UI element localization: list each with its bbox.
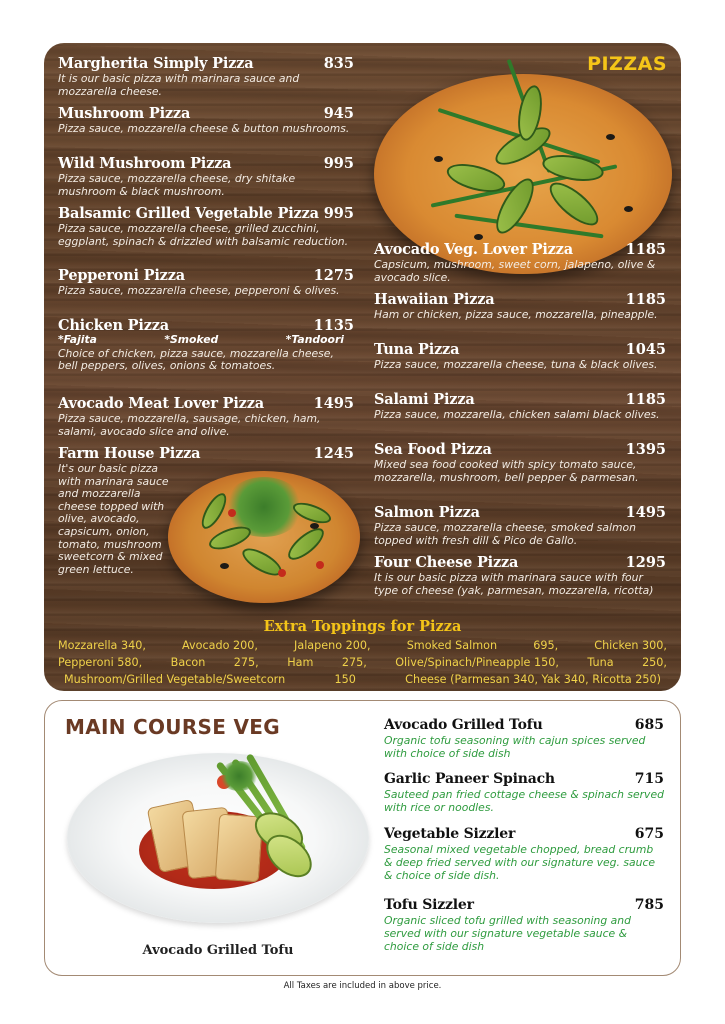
menu-item-margherita xyxy=(58,55,354,98)
item-price: 1245 xyxy=(313,445,354,462)
item-name: Hawaiian Pizza xyxy=(374,291,495,308)
menu-item-garlic-paneer-spinach xyxy=(384,771,664,815)
pizza-menu-board xyxy=(44,43,681,691)
item-price: 945 xyxy=(323,105,354,122)
pizzas-heading: PIZZAS xyxy=(587,53,667,75)
topping-olive-spinach-pineapple: Olive/Spinach/Pineapple 150, xyxy=(395,656,559,669)
item-price: 995 xyxy=(323,155,354,172)
menu-item-tofu-sizzler xyxy=(384,897,664,953)
tax-note: All Taxes are included in above price. xyxy=(283,981,442,991)
item-price: 1275 xyxy=(313,267,354,284)
menu-item-balsamic-grilled-vegetable xyxy=(58,205,354,248)
item-name: Chicken Pizza xyxy=(58,317,169,334)
menu-item-vegetable-sizzler xyxy=(384,826,664,882)
item-description: Ham or chicken, pizza sauce, mozzarella, pineapple. xyxy=(374,308,658,321)
extra-toppings-heading: Extra Toppings for Pizza xyxy=(263,618,462,635)
toppings-line-1 xyxy=(58,639,667,652)
item-description: Sauteed pan fried cottage cheese & spinach served with rice or noodles. xyxy=(384,788,664,814)
menu-item-avocado-grilled-tofu xyxy=(384,717,664,761)
chicken-variants xyxy=(58,334,354,347)
item-description: Choice of chicken, pizza sauce, mozzarella cheese, bell peppers, olives, onions & tomatoes. xyxy=(58,346,334,373)
item-description: It is our basic pizza with marinara sauce with four type of cheese (yak, parmesan, mozzarella, ricotta) xyxy=(374,571,654,597)
item-name: Salami Pizza xyxy=(374,391,475,408)
item-description: Organic tofu seasoning with cajun spices served with choice of side dish xyxy=(384,734,646,760)
menu-item-farm-house xyxy=(58,445,354,576)
topping-bacon: Bacon xyxy=(170,656,206,669)
topping-avocado: Avocado 200, xyxy=(182,639,258,652)
topping-tuna: Tuna xyxy=(587,656,614,669)
menu-item-salami xyxy=(374,391,666,422)
topping-bacon-price: 275, xyxy=(233,656,259,669)
item-name: Avocado Grilled Tofu xyxy=(384,717,543,733)
item-description: It is our basic pizza with marinara sauce and mozzarella cheese. xyxy=(58,72,300,98)
item-name: Salmon Pizza xyxy=(374,504,480,521)
item-name: Wild Mushroom Pizza xyxy=(58,155,232,172)
item-description: Mixed sea food cooked with spicy tomato sauce, mozzarella, mushroom, bell pepper & parmesan. xyxy=(374,458,639,484)
item-description: Pizza sauce, mozzarella cheese, smoked salmon topped with fresh dill & Pico de Gallo. xyxy=(374,521,636,547)
item-description: Pizza sauce, mozzarella, chicken salami black olives. xyxy=(374,408,660,421)
menu-item-avocado-veg-lover xyxy=(374,241,666,284)
item-price: 685 xyxy=(634,717,664,733)
topping-chicken: Chicken 300, xyxy=(594,639,667,652)
item-price: 785 xyxy=(634,897,664,913)
menu-item-tuna xyxy=(374,341,666,372)
menu-item-mushroom xyxy=(58,105,354,136)
item-description: It's our basic pizza with marinara sauce and mozzarella cheese topped with olive, avocado, capsicum, onion, tomato, mushroom sweetcorn & mixed green lettuce. xyxy=(58,462,169,576)
item-price: 1185 xyxy=(625,241,666,258)
menu-item-four-cheese xyxy=(374,554,666,597)
item-name: Avocado Meat Lover Pizza xyxy=(58,395,264,412)
item-price: 1495 xyxy=(625,504,666,521)
toppings-line-2 xyxy=(58,656,667,669)
item-price: 995 xyxy=(323,205,354,222)
item-price: 1135 xyxy=(313,317,354,334)
topping-cheese: Cheese (Parmesan 340, Yak 340, Ricotta 250) xyxy=(405,673,661,686)
menu-item-pepperoni xyxy=(58,267,354,298)
menu-item-salmon xyxy=(374,504,666,547)
variant-smoked: *Smoked xyxy=(164,333,219,346)
item-price: 1185 xyxy=(625,291,666,308)
topping-pepperoni: Pepperoni 580, xyxy=(58,656,143,669)
item-price: 1045 xyxy=(625,341,666,358)
item-price: 1185 xyxy=(625,391,666,408)
main-course-veg-heading: MAIN COURSE VEG xyxy=(65,715,280,739)
menu-item-chicken xyxy=(58,317,354,373)
topping-smoked-salmon: Smoked Salmon xyxy=(406,639,498,652)
item-name: Tofu Sizzler xyxy=(384,897,474,913)
item-name: Avocado Veg. Lover Pizza xyxy=(374,241,573,258)
item-price: 675 xyxy=(634,826,664,842)
variant-tandoori: *Tandoori xyxy=(285,333,344,346)
item-name: Garlic Paneer Spinach xyxy=(384,771,555,787)
item-price: 715 xyxy=(634,771,664,787)
item-description: Capsicum, mushroom, sweet corn, jalapeno, olive & avocado slice. xyxy=(374,258,656,284)
item-name: Tuna Pizza xyxy=(374,341,460,358)
item-description: Pizza sauce, mozzarella cheese, dry shitake mushroom & black mushroom. xyxy=(58,172,296,198)
dish-caption: Avocado Grilled Tofu xyxy=(142,943,294,958)
item-name: Four Cheese Pizza xyxy=(374,554,519,571)
item-description: Pizza sauce, mozzarella cheese, pepperoni & olives. xyxy=(58,284,340,297)
item-name: Margherita Simply Pizza xyxy=(58,55,254,72)
menu-item-wild-mushroom xyxy=(58,155,354,198)
topping-ham: Ham xyxy=(287,656,314,669)
avocado-grilled-tofu-image xyxy=(67,753,369,923)
item-name: Farm House Pizza xyxy=(58,445,201,462)
topping-ham-price: 275, xyxy=(341,656,367,669)
menu-item-avocado-meat-lover xyxy=(58,395,354,438)
item-description: Seasonal mixed vegetable chopped, bread crumb & deep fried served with our signature veg. sauce & choice of side dish. xyxy=(384,843,656,882)
item-name: Sea Food Pizza xyxy=(374,441,492,458)
menu-item-hawaiian xyxy=(374,291,666,322)
menu-item-sea-food xyxy=(374,441,666,484)
topping-tuna-price: 250, xyxy=(642,656,667,669)
item-name: Pepperoni Pizza xyxy=(58,267,185,284)
item-description: Pizza sauce, mozzarella cheese, grilled zucchini, eggplant, spinach & drizzled with balsamic reduction. xyxy=(58,222,349,248)
item-description: Organic sliced tofu grilled with seasoning and served with our signature vegetable sauce & choice of side dish xyxy=(384,914,631,953)
topping-mozzarella: Mozzarella 340, xyxy=(58,639,146,652)
item-description: Pizza sauce, mozzarella, sausage, chicken, ham, salami, avocado slice and olive. xyxy=(58,412,321,438)
topping-mushroom-vegetable-sweetcorn-price: 150 xyxy=(334,673,356,686)
topping-jalapeno: Jalapeno 200, xyxy=(294,639,371,652)
item-price: 835 xyxy=(323,55,354,72)
topping-smoked-salmon-price: 695, xyxy=(533,639,559,652)
item-name: Vegetable Sizzler xyxy=(384,826,516,842)
toppings-line-3 xyxy=(64,673,661,686)
main-course-veg-section xyxy=(44,700,681,976)
item-price: 1295 xyxy=(625,554,666,571)
item-price: 1395 xyxy=(625,441,666,458)
item-description: Pizza sauce, mozzarella cheese & button mushrooms. xyxy=(58,122,350,135)
topping-mushroom-vegetable-sweetcorn: Mushroom/Grilled Vegetable/Sweetcorn xyxy=(64,673,286,686)
item-price: 1495 xyxy=(313,395,354,412)
item-description: Pizza sauce, mozzarella cheese, tuna & black olives. xyxy=(374,358,658,371)
item-name: Balsamic Grilled Vegetable Pizza xyxy=(58,205,319,222)
item-name: Mushroom Pizza xyxy=(58,105,191,122)
variant-fajita: *Fajita xyxy=(58,333,97,346)
